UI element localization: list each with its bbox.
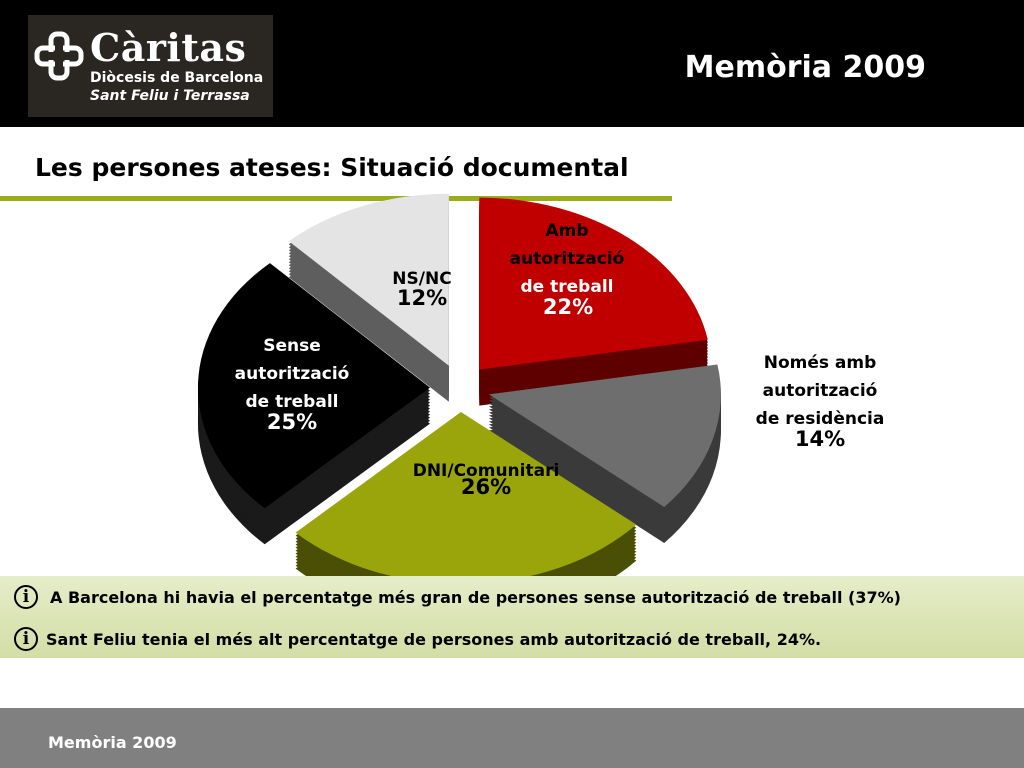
slice-value-label: 22% xyxy=(542,295,594,319)
header-title: Memòria 2009 xyxy=(684,50,926,85)
logo-subtitle-2: Sant Feliu i Terrassa xyxy=(90,88,250,104)
slice-label: Només amb xyxy=(763,353,877,373)
logo-name: Càritas xyxy=(90,25,247,70)
slice-label: de residència xyxy=(755,409,885,429)
slice-value-label: 12% xyxy=(396,286,448,310)
slice-label: autorització xyxy=(234,364,350,384)
footer-text: Memòria 2009 xyxy=(48,733,177,752)
slice-label: autorització xyxy=(509,249,625,269)
slice-label: autorització xyxy=(762,381,878,401)
slice-label: de treball xyxy=(520,277,614,297)
slice-label: de treball xyxy=(245,392,339,412)
slide-title: Les persones ateses: Situació documental xyxy=(35,153,629,182)
info-icon: i xyxy=(14,585,38,609)
info-icon: i xyxy=(14,627,38,651)
note-item xyxy=(14,624,821,654)
note-text: Sant Feliu tenia el més alt percentatge de persones amb autorització de treball, 24%. xyxy=(46,629,822,649)
slice-value-label: 14% xyxy=(794,427,846,451)
note-text: A Barcelona hi havia el percentatge més gran de persones sense autorització de treball (37%) xyxy=(50,587,901,607)
slice-label: Amb xyxy=(545,221,589,241)
slice-value-label: 26% xyxy=(460,475,512,499)
slice-label: NS/NC xyxy=(392,269,452,289)
slice-label: DNI/Comunitari xyxy=(412,461,560,481)
logo-subtitle-1: Diòcesis de Barcelona xyxy=(90,70,264,86)
slice-value-label: 25% xyxy=(266,410,318,434)
note-item xyxy=(14,582,901,612)
slice-label: Sense xyxy=(263,336,321,356)
